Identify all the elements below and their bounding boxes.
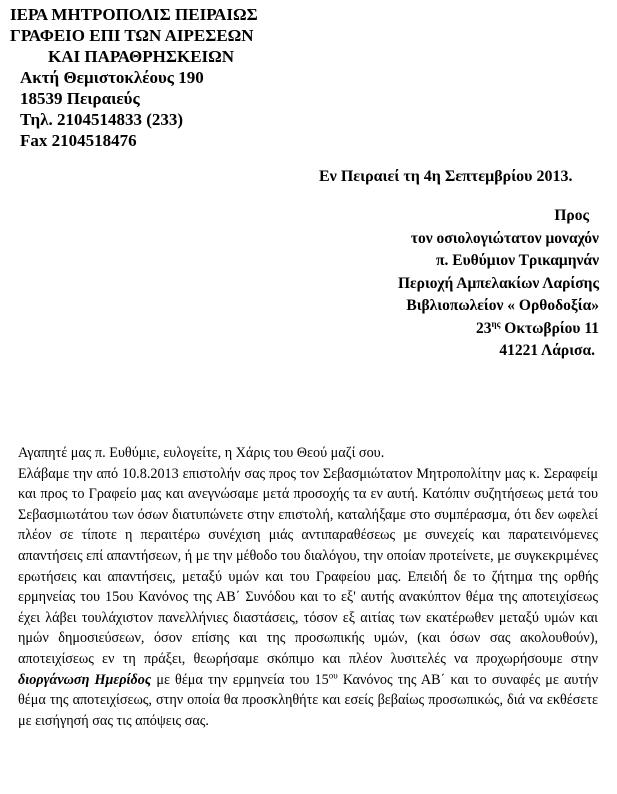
recipient-street bbox=[299, 318, 599, 341]
sender-fax: Fax 2104518476 bbox=[20, 131, 137, 150]
sender-phone: Τηλ. 2104514833 (233) bbox=[20, 110, 184, 129]
sender-street: Ακτή Θεμιστοκλέους 190 bbox=[20, 68, 204, 87]
sender-line-2: ΓΡΑΦΕΙΟ ΕΠΙ ΤΩΝ ΑΙΡΕΣΕΩΝ bbox=[10, 26, 254, 45]
recipient-area: Περιοχή Αμπελακίων Λαρίσης bbox=[397, 274, 599, 292]
street-number: 23 bbox=[475, 319, 492, 337]
sender-line-1: ΙΕΡΑ ΜΗΤΡΟΠΟΛΙΣ ΠΕΙΡΑΙΩΣ bbox=[10, 5, 258, 24]
sender-postal: 18539 Πειραιεύς bbox=[20, 89, 140, 108]
street-number-suffix: ης bbox=[491, 318, 501, 329]
sender-line-3: ΚΑΙ ΠΑΡΑΘΡΗΣΚΕΙΩΝ bbox=[48, 47, 235, 66]
recipient-to: Προς bbox=[554, 207, 589, 224]
letter-body bbox=[18, 443, 598, 731]
emphasis-text: διοργάνωση Ημερίδος bbox=[18, 671, 152, 688]
greeting: Αγαπητέ μας π. Ευθύμιε, ευλογείτε, η Χάρις του Θεού μαζί σου. bbox=[18, 445, 385, 461]
recipient-title: τον οσιολογιώτατον μοναχόν bbox=[410, 229, 599, 247]
letter-date: Εν Πειραιεί τη 4η Σεπτεμβρίου 2013. bbox=[319, 168, 573, 185]
sender-header bbox=[10, 4, 258, 151]
body-text-cont: με θέμα την ερμηνεία του 15 bbox=[151, 671, 329, 688]
ordinal-suffix: ου bbox=[328, 669, 338, 680]
recipient-name: π. Ευθύμιον Τρικαμηνάν bbox=[436, 252, 599, 269]
recipient-city: 41221 Λάρισα. bbox=[499, 342, 595, 359]
street-name: Οκτωβρίου 11 bbox=[500, 319, 599, 337]
body-text-end: Κανόνος της ΑΒ΄ και το συναφές με αυτήν θέμα της αποτειχίσεως, στην οποία θα προσκληθήτε και εσείς βεβαίως προσωπικώς, διά να εκθέσετε με εισήγησή σας τις απόψεις σας. bbox=[18, 671, 598, 729]
body-paragraph bbox=[18, 464, 598, 732]
recipient-shop: Βιβλιοπωλείον « Ορθοδοξία» bbox=[406, 297, 599, 314]
body-text-main: Ελάβαμε την από 10.8.2013 επιστολήν σας προς τον Σεβασμιώτατον Μητροπολίτην μας κ. Σεραφείμ και προς το Γραφείο μας και ανεγνώσαμε μετά προσοχής τα εν αυτή. Κατόπιν συζητήσεως μετά του Σεβασμιωτάτου των όσων διατυπώνετε στην επιστολή, καταλήξαμε στο συμπέρασμα, ότι δεν ωφελεί πλέον σε τίποτε η περαιτέρω συνέχιση μιάς αντιπαραθέσεως με συνεχείς και παρατεινόμενες απαντήσεις επί απαντήσεων, ή με την μέθοδο του διαλόγου, την οποίαν προτείνετε, με συγκεκριμένες ερωτήσεις και απαντήσεις, μεταξύ υμών και του Γραφείου μας. Επειδή δε το ζήτημα της ορθής ερμηνείας του 15ου Κανόνος της ΑΒ΄ Συνόδου και το εξ' αυτής ανακύπτον θέμα της αποτειχίσεως έχει λάβει τουλάχιστον πανελλήνιες διαστάσεις, τόσον εξ αιτίας των εκατέρωθεν μεταξύ υμών και ημών δημοσιεύσεων, όσον επίσης και της προσωπικής υμών, (και όσων σας ακολουθούν), αποτειχίσεως εν τη πράξει, θεωρήσαμε σκόπιμο και πλέον λυσιτελές να προχωρήσουμε στην bbox=[18, 465, 598, 667]
recipient-block bbox=[299, 205, 599, 363]
